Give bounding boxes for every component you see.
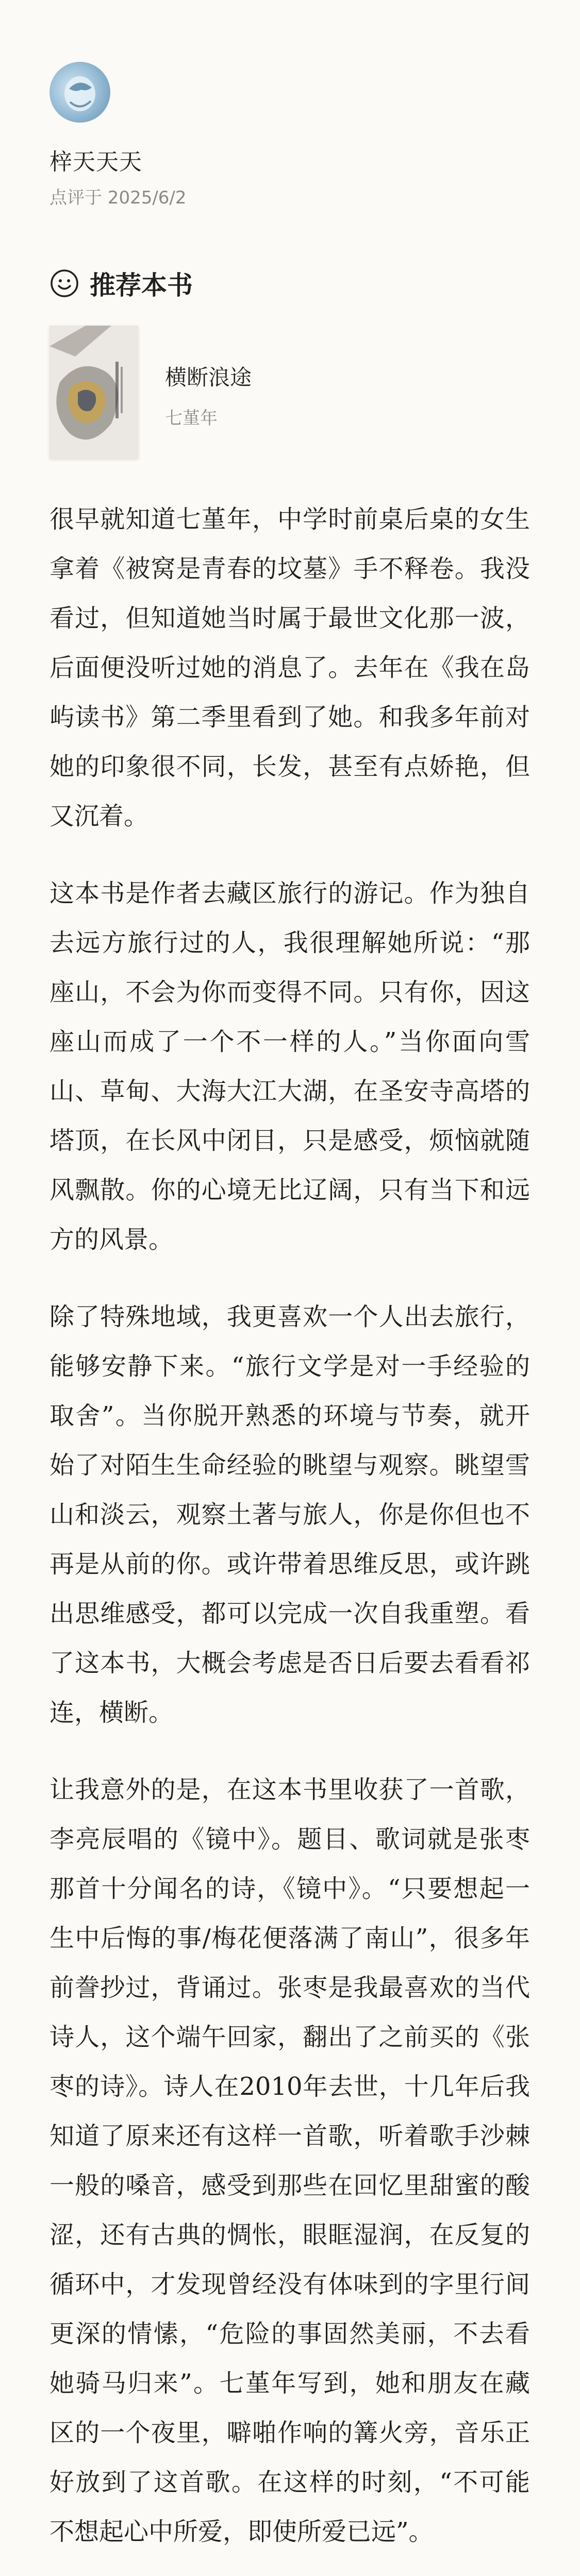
review-body	[49, 495, 530, 2576]
username[interactable]: 梓天天天	[49, 149, 142, 175]
avatar[interactable]	[49, 62, 110, 123]
comment-date: 点评于 2025/6/2	[49, 188, 187, 208]
review-paragraph: 除了特殊地域，我更喜欢一个人出去旅行，能够安静下来。“旅行文学是对一手经验的取舍”。当你脱开熟悉的环境与节奏，就开始了对陌生生命经验的眺望与观察。眺望雪山和淡云，观察土著与旅人，你是你但也不再是从前的你。或许带着思维反思，或许跳出思维感受，都可以完成一次自我重塑。看了这本书，大概会考虑是否日后要去看看祁连，横断。	[49, 1302, 530, 1727]
book-title[interactable]: 横断浪途	[165, 365, 252, 390]
avatar-image	[49, 62, 110, 123]
smile-icon	[49, 268, 79, 298]
recommend-label: 推荐本书	[90, 270, 193, 300]
book-cover-image	[49, 326, 138, 459]
book-author[interactable]: 七堇年	[165, 408, 218, 429]
recommend-badge	[49, 265, 193, 301]
review-paragraph: 这本书是作者去藏区旅行的游记。作为独自去远方旅行过的人，我很理解她所说：“那座山，不会为你而变得不同。只有你，因这座山而成了一个不一样的人。”当你面向雪山、草甸、大海大江大湖，在圣安寺高塔的塔顶，在长风中闭目，只是感受，烦恼就随风飘散。你的心境无比辽阔，只有当下和远方的风景。	[49, 879, 530, 1254]
book-cover[interactable]	[49, 326, 138, 459]
review-paragraph: 让我意外的是，在这本书里收获了一首歌，李亮辰唱的《镜中》。题目、歌词就是张枣那首十分闻名的诗，《镜中》。“只要想起一生中后悔的事/梅花便落满了南山”，很多年前誊抄过，背诵过。张枣是我最喜欢的当代诗人，这个端午回家，翻出了之前买的《张枣的诗》。诗人在2010年去世，十几年后我知道了原来还有这样一首歌，听着歌手沙棘一般的嗓音，感受到那些在回忆里甜蜜的酸涩，还有古典的惆怅，眼眶湿润，在反复的循环中，才发现曾经没有体味到的字里行间更深的情愫，“危险的事固然美丽，不去看她骑马归来”。七堇年写到，她和朋友在藏区的一个夜里，噼啪作响的篝火旁，音乐正好放到了这首歌。在这样的时刻，“不可能不想起心中所爱，即使所爱已远”。	[49, 1775, 530, 2546]
review-paragraph: 很早就知道七堇年，中学时前桌后桌的女生拿着《被窝是青春的坟墓》手不释卷。我没看过，但知道她当时属于最世文化那一波，后面便没听过她的消息了。去年在《我在岛屿读书》第二季里看到了她。和我多年前对她的印象很不同，长发，甚至有点娇艳，但又沉着。	[49, 505, 530, 831]
